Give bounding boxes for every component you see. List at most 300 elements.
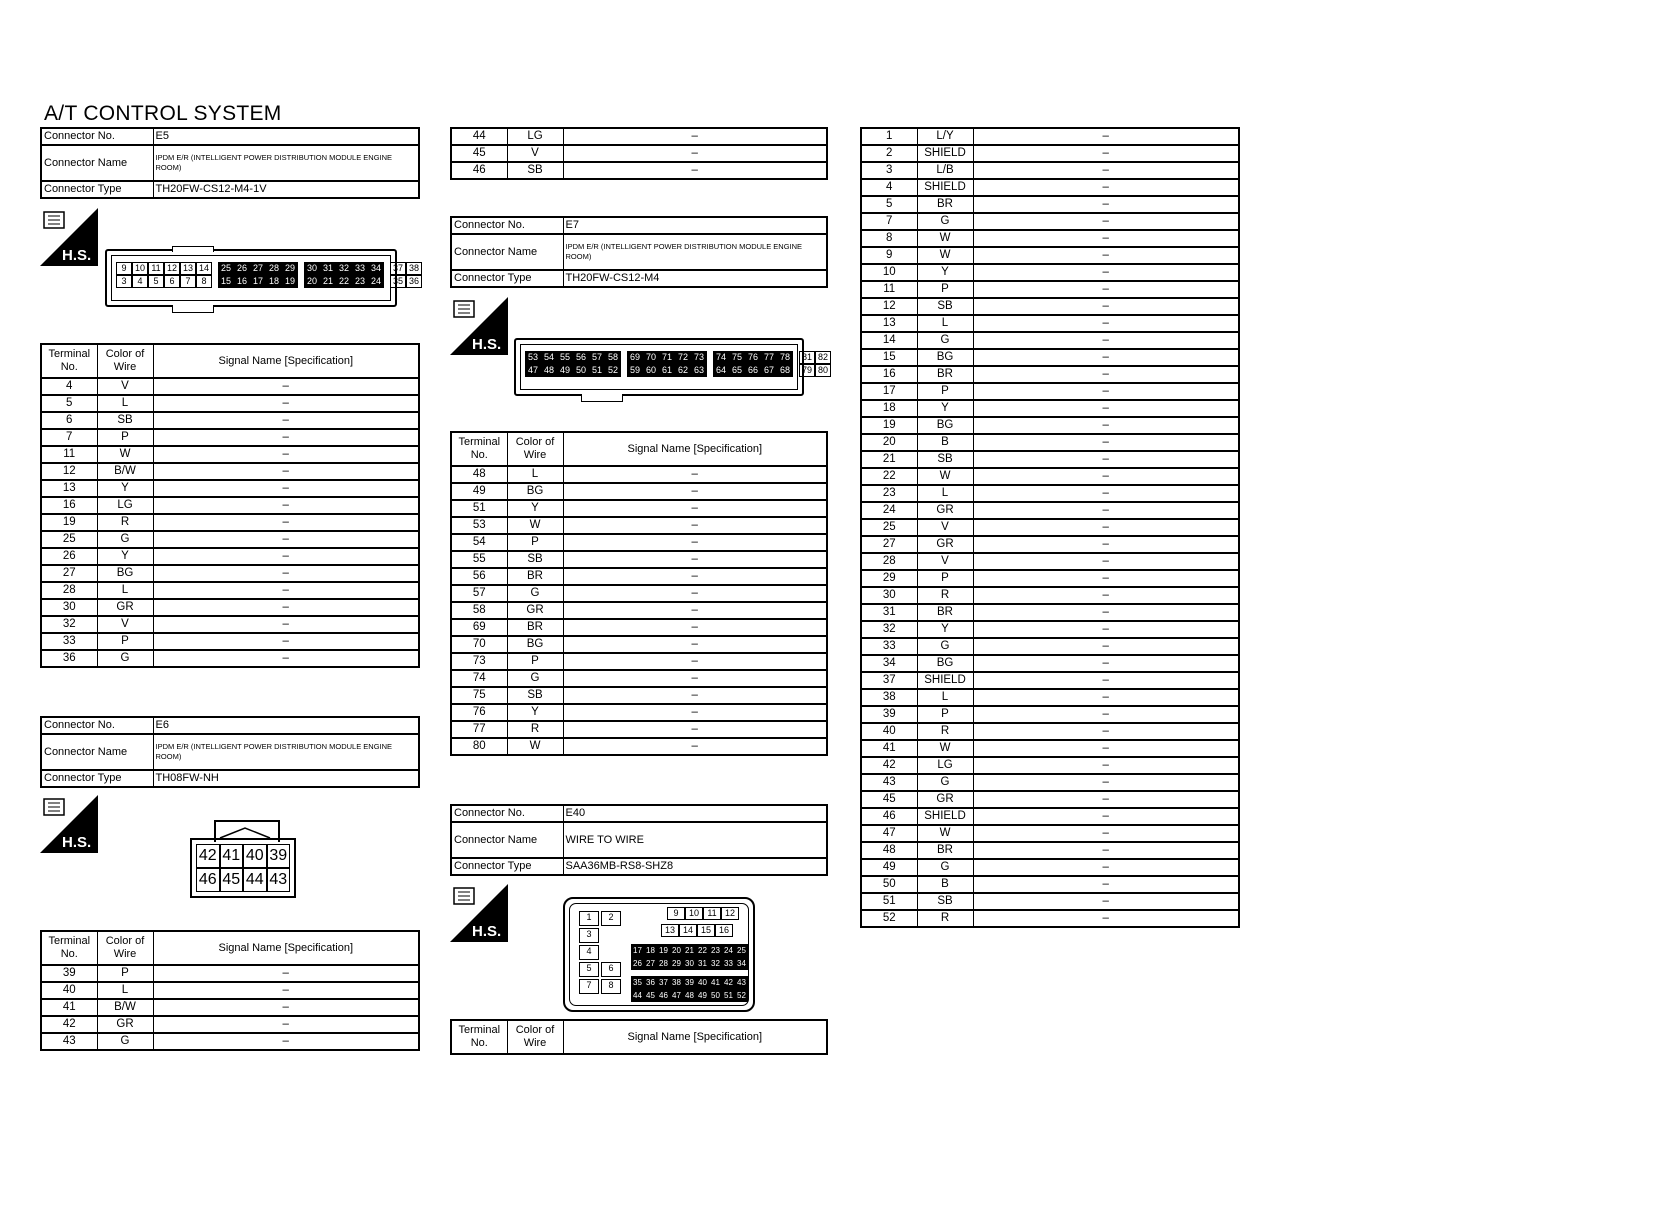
wire-color-cell: B [917,434,973,451]
terminal-no-cell: 19 [41,514,97,531]
e6-connector-diagram [190,820,300,902]
signal-name-cell: – [973,859,1239,876]
terminal-no-cell: 23 [861,485,917,502]
table-row [41,565,419,582]
connector-pin: 60 [643,364,659,377]
connector-pin: 67 [761,364,777,377]
wire-color-cell: W [917,230,973,247]
terminal-no-cell: 30 [41,599,97,616]
table-row [451,145,827,162]
table-row [861,468,1239,485]
table-row [861,723,1239,740]
wire-color-cell: G [507,670,563,687]
wire-color-cell: G [97,1033,153,1050]
table-row [451,636,827,653]
table-row [41,412,419,429]
signal-name-cell: – [973,434,1239,451]
wire-color-cell: GR [97,599,153,616]
table-row [41,1033,419,1050]
wire-color-cell: V [507,145,563,162]
pin-group [304,262,384,275]
connector-pin: 66 [745,364,761,377]
wire-color-cell: SHIELD [917,808,973,825]
signal-name-cell: – [153,1033,419,1050]
terminal-no-cell: 42 [41,1016,97,1033]
connector-pin: 7 [579,979,599,994]
wire-color-cell: W [917,247,973,264]
table-row [451,517,827,534]
table-row [451,534,827,551]
connector-no-label: Connector No. [451,217,563,234]
wire-color-cell: BR [917,604,973,621]
signal-name-cell: – [973,910,1239,927]
wire-color-cell: G [917,638,973,655]
signal-name-cell: – [973,349,1239,366]
table-row [41,395,419,412]
signal-name-cell: – [973,400,1239,417]
wire-color-cell: SB [507,162,563,179]
terminal-no-cell: 39 [41,965,97,982]
connector-pin: 17 [631,944,644,957]
signal-name-cell: – [563,653,827,670]
table-row [861,910,1239,927]
pin-group [116,262,212,275]
signal-name-cell: – [563,517,827,534]
connector-pin: 13 [661,924,679,937]
terminal-no-cell: 47 [861,825,917,842]
terminal-no-cell: 18 [861,400,917,417]
terminal-no-cell: 13 [861,315,917,332]
pin-group [218,275,298,288]
connector-pin: 63 [691,364,707,377]
signal-name-cell: – [973,842,1239,859]
terminal-no-cell: 40 [41,982,97,999]
terminal-no-cell: 9 [861,247,917,264]
connector-pin: 47 [525,364,541,377]
wire-color-cell: B [917,876,973,893]
connector-pin: 33 [722,957,735,970]
signal-name-header: Signal Name [Specification] [153,344,419,378]
connector-pin: 8 [196,275,212,288]
signal-name-cell: – [973,485,1239,502]
wire-color-cell: B/W [97,999,153,1016]
connector-pin: 26 [631,957,644,970]
terminal-no-cell: 39 [861,706,917,723]
table-row [861,859,1239,876]
e5-pin-row-bottom [116,275,419,288]
signal-name-cell: – [563,619,827,636]
connector-type-label: Connector Type [451,858,563,875]
signal-name-cell: – [563,602,827,619]
connector-pin: 28 [266,262,282,275]
connector-pin: 30 [304,262,320,275]
terminal-no-cell: 36 [41,650,97,667]
terminal-no-cell: 8 [861,230,917,247]
wire-color-cell: SB [917,298,973,315]
connector-pin: 22 [696,944,709,957]
wire-color-cell: Y [917,400,973,417]
terminal-no-cell: 37 [861,672,917,689]
wire-color-cell: W [917,825,973,842]
signal-name-cell: – [153,965,419,982]
table-row [861,213,1239,230]
table-row [451,738,827,755]
signal-name-cell: – [563,145,827,162]
wire-color-cell: SHIELD [917,179,973,196]
terminal-no-cell: 49 [451,483,507,500]
wire-color-cell: L [97,395,153,412]
connector-pin: 19 [657,944,670,957]
connector-name-label: Connector Name [451,822,563,858]
wire-color-cell: P [97,429,153,446]
pin-group [390,275,422,288]
table-row [41,965,419,982]
terminal-no-cell: 41 [41,999,97,1016]
terminal-no-cell: 54 [451,534,507,551]
connector-pin: 6 [164,275,180,288]
signal-name-cell: – [563,483,827,500]
e7-pin-row-top [525,351,828,364]
terminal-no-cell: 22 [861,468,917,485]
pin-group [218,262,298,275]
wire-color-cell: P [917,383,973,400]
signal-name-cell: – [563,568,827,585]
connector-pin: 59 [627,364,643,377]
signal-name-cell: – [973,757,1239,774]
terminal-no-cell: 34 [861,655,917,672]
connector-pin: 40 [243,844,267,868]
signal-name-cell: – [563,721,827,738]
connector-pin: 47 [670,989,683,1002]
table-row [861,128,1239,145]
table-row [41,429,419,446]
table-row [41,633,419,650]
wire-color-cell: SHIELD [917,145,973,162]
table-row [451,585,827,602]
connector-pin: 34 [368,262,384,275]
wire-color-cell: P [507,653,563,670]
terminal-no-header: Terminal No. [451,432,507,466]
signal-name-cell: – [973,383,1239,400]
signal-name-cell: – [153,616,419,633]
connector-type-label: Connector Type [41,770,153,787]
terminal-no-cell: 4 [861,179,917,196]
signal-name-cell: – [563,466,827,483]
connector-pin: 70 [643,351,659,364]
signal-name-cell: – [973,366,1239,383]
signal-name-cell: – [973,264,1239,281]
connector-pin: 5 [148,275,164,288]
connector-pin: 56 [573,351,589,364]
connector-pin: 69 [627,351,643,364]
terminal-no-cell: 32 [41,616,97,633]
table-row [861,179,1239,196]
color-of-wire-header: Color of Wire [97,931,153,965]
table-row [861,893,1239,910]
table-row [861,842,1239,859]
terminal-no-cell: 28 [41,582,97,599]
table-row [861,451,1239,468]
table-row [41,463,419,480]
pin-row [631,944,748,957]
wire-color-cell: GR [917,791,973,808]
terminal-no-cell: 11 [861,281,917,298]
signal-name-cell: – [563,162,827,179]
hs-label: H.S. [472,336,502,353]
wire-color-cell: BR [917,842,973,859]
connector-pin: 43 [735,976,748,989]
table-row [861,791,1239,808]
connector-pin: 25 [218,262,234,275]
connector-pin: 10 [132,262,148,275]
connector-pin: 35 [631,976,644,989]
table-row [861,366,1239,383]
connector-pin: 12 [164,262,180,275]
e7-connector-diagram [514,338,828,396]
signal-name-cell: – [973,774,1239,791]
connector-pin: 9 [116,262,132,275]
connector-pin: 26 [234,262,250,275]
wire-color-cell: LG [97,497,153,514]
pin-group [713,351,793,364]
table-row [451,653,827,670]
connector-pin: 11 [148,262,164,275]
signal-name-cell: – [973,298,1239,315]
connector-pin: 46 [657,989,670,1002]
wire-color-cell: GR [917,502,973,519]
signal-name-cell: – [973,179,1239,196]
connector-no-value: E5 [153,128,419,145]
signal-name-cell: – [973,621,1239,638]
color-of-wire-header: Color of Wire [507,1020,563,1054]
signal-name-cell: – [153,412,419,429]
terminal-no-cell: 25 [861,519,917,536]
terminal-no-cell: 56 [451,568,507,585]
signal-name-cell: – [153,999,419,1016]
connector-pin: 5 [579,962,599,977]
e5-info-table [40,127,420,199]
signal-name-cell: – [153,480,419,497]
signal-name-cell: – [973,162,1239,179]
e40-pin-row-2 [661,924,733,937]
table-row [451,483,827,500]
e6-terminal-table [40,930,420,1051]
terminal-no-cell: 70 [451,636,507,653]
connector-pin: 44 [631,989,644,1002]
table-row [451,670,827,687]
terminal-no-header: Terminal No. [41,931,97,965]
connector-type-value: TH20FW-CS12-M4-1V [153,181,419,198]
signal-name-cell: – [973,740,1239,757]
pin-group [304,275,384,288]
connector-pin: 79 [799,364,815,377]
e6-info-table [40,716,420,788]
connector-pin: 6 [601,962,621,977]
wire-color-cell: W [507,517,563,534]
terminal-no-cell: 13 [41,480,97,497]
hs-label: H.S. [62,834,92,851]
wire-color-cell: R [917,910,973,927]
terminal-no-cell: 5 [861,196,917,213]
connector-pin: 78 [777,351,793,364]
wire-color-cell: R [917,723,973,740]
terminal-no-cell: 75 [451,687,507,704]
signal-name-cell: – [153,1016,419,1033]
table-row [861,281,1239,298]
connector-pin: 14 [679,924,697,937]
pin-row [579,962,623,977]
wire-color-cell: L [97,982,153,999]
table-row [861,706,1239,723]
wire-color-cell: SB [917,893,973,910]
table-row [861,383,1239,400]
wire-color-cell: L/Y [917,128,973,145]
page-title: A/T CONTROL SYSTEM [44,102,282,125]
pin-row [579,945,623,960]
signal-name-cell: – [973,587,1239,604]
table-row [861,638,1239,655]
signal-name-header: Signal Name [Specification] [563,432,827,466]
connector-pin: 16 [715,924,733,937]
terminal-no-cell: 42 [861,757,917,774]
signal-name-cell: – [153,565,419,582]
connector-pin: 24 [368,275,384,288]
signal-name-cell: – [153,982,419,999]
connector-type-label: Connector Type [451,270,563,287]
terminal-no-cell: 20 [861,434,917,451]
terminal-no-cell: 45 [861,791,917,808]
table-row [41,514,419,531]
signal-name-cell: – [973,281,1239,298]
connector-pin: 27 [250,262,266,275]
table-row [861,740,1239,757]
connector-pin: 75 [729,351,745,364]
terminal-no-cell: 4 [41,378,97,395]
connector-pin: 42 [196,844,220,868]
hs-label: H.S. [62,247,92,264]
connector-pin: 15 [697,924,715,937]
terminal-no-cell: 53 [451,517,507,534]
signal-name-cell: – [973,536,1239,553]
wire-color-cell: V [917,519,973,536]
wire-color-cell: G [97,650,153,667]
signal-name-cell: – [973,876,1239,893]
connector-pin: 3 [116,275,132,288]
pin-row [579,911,623,926]
wire-color-cell: BR [917,196,973,213]
wire-color-cell: BG [917,349,973,366]
connector-pin: 48 [683,989,696,1002]
connector-pin: 52 [605,364,621,377]
signal-name-cell: – [153,548,419,565]
signal-name-cell: – [973,893,1239,910]
wire-color-cell: W [917,740,973,757]
terminal-no-cell: 12 [41,463,97,480]
connector-pin: 11 [703,907,721,920]
table-row [451,687,827,704]
connector-pin: 15 [218,275,234,288]
table-row [861,655,1239,672]
connector-pin: 52 [735,989,748,1002]
table-row [451,162,827,179]
e40-pin-row-1 [667,907,739,920]
signal-name-cell: – [973,468,1239,485]
table-row [41,446,419,463]
connector-pin: 65 [729,364,745,377]
terminal-no-cell: 17 [861,383,917,400]
table-row [861,298,1239,315]
table-row [861,604,1239,621]
connector-pin: 31 [696,957,709,970]
terminal-no-cell: 46 [861,808,917,825]
connector-pin: 71 [659,351,675,364]
pin-group [116,275,212,288]
connector-name-value: IPDM E/R (INTELLIGENT POWER DISTRIBUTION MODULE ENGINE ROOM) [153,145,419,181]
terminal-no-cell: 44 [451,128,507,145]
connector-pin: 28 [657,957,670,970]
signal-name-cell: – [153,650,419,667]
terminal-no-cell: 58 [451,602,507,619]
table-row [451,721,827,738]
wire-color-cell: R [917,587,973,604]
wire-color-cell: Y [507,500,563,517]
table-row [861,519,1239,536]
terminal-no-cell: 38 [861,689,917,706]
signal-name-cell: – [153,497,419,514]
connector-pin: 45 [644,989,657,1002]
table-row [861,587,1239,604]
pin-row [579,979,623,994]
table-row [451,704,827,721]
terminal-no-cell: 33 [41,633,97,650]
connector-pin: 49 [696,989,709,1002]
table-row [41,599,419,616]
connector-no-value: E7 [563,217,827,234]
wire-color-cell: P [917,570,973,587]
wire-color-cell: G [507,585,563,602]
wire-color-cell: SB [97,412,153,429]
wire-color-cell: BR [507,619,563,636]
terminal-no-cell: 69 [451,619,507,636]
signal-name-cell: – [973,502,1239,519]
pin-row [631,976,748,989]
terminal-no-cell: 27 [41,565,97,582]
terminal-no-cell: 49 [861,859,917,876]
connector-pin: 68 [777,364,793,377]
terminal-no-cell: 77 [451,721,507,738]
connector-pin: 9 [667,907,685,920]
terminal-no-cell: 7 [41,429,97,446]
terminal-no-cell: 15 [861,349,917,366]
signal-name-cell: – [973,213,1239,230]
terminal-no-cell: 2 [861,145,917,162]
table-row [861,570,1239,587]
wire-color-cell: L [917,315,973,332]
wire-color-cell: BG [917,417,973,434]
wire-color-cell: SB [507,687,563,704]
table-row [861,145,1239,162]
wire-color-cell: BG [917,655,973,672]
wire-color-cell: G [917,859,973,876]
connector-pin: 36 [644,976,657,989]
table-row [451,568,827,585]
connector-type-value: TH08FW-NH [153,770,419,787]
signal-name-cell: – [973,723,1239,740]
signal-name-cell: – [563,738,827,755]
harness-side-icon [450,884,508,942]
e40-pin-grid [631,944,748,1002]
terminal-no-cell: 6 [41,412,97,429]
